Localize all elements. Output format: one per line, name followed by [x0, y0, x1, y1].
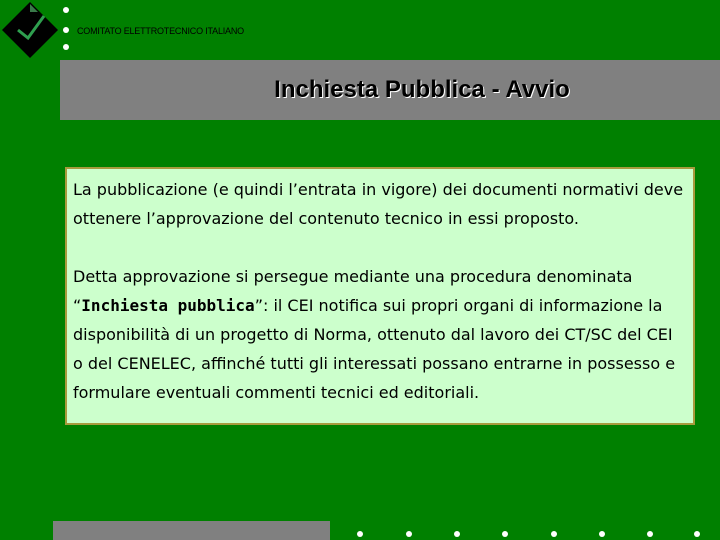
paragraph-2-end: ”: il CEI notifica sui propri organi di informazione la disponibilità di un progetto di Norma, ottenuto dal lavoro dei CT/SC del CEI o del CENELEC, affinché tutti gli interessati possano entrarne in possesso e formulare eventuali commenti tecnici ed editoriali. — [73, 296, 676, 402]
footer-dot-icon — [551, 531, 557, 537]
footer-dot-icon — [502, 531, 508, 537]
slide-title: Inchiesta Pubblica - Avvio — [274, 76, 570, 103]
footer-dot-icon — [647, 531, 653, 537]
inchiesta-pubblica-emphasis: Inchiesta pubblica — [81, 296, 255, 315]
footer-bar — [53, 521, 330, 540]
footer-dot-icon — [357, 531, 363, 537]
title-bar — [60, 60, 720, 120]
content-box — [65, 167, 695, 425]
footer-dot-icon — [406, 531, 412, 537]
header-dot-icon — [63, 44, 69, 50]
footer-dot-icon — [599, 531, 605, 537]
footer-dot-icon — [454, 531, 460, 537]
header-dot-icon — [63, 7, 69, 13]
paragraph-2 — [73, 262, 685, 407]
paragraph-2-start: Detta approvazione si persegue mediante una procedura denominata “ — [73, 267, 633, 315]
paragraph-1: La pubblicazione (e quindi l’entrata in vigore) dei documenti normativi deve ottenere l’approvazione del contenuto tecnico in essi proposto. — [73, 180, 684, 228]
header-dot-icon — [63, 27, 69, 33]
diamond-logo-icon — [0, 0, 62, 62]
footer-dot-icon — [694, 531, 700, 537]
organization-name: COMITATO ELETTROTECNICO ITALIANO — [77, 26, 244, 36]
